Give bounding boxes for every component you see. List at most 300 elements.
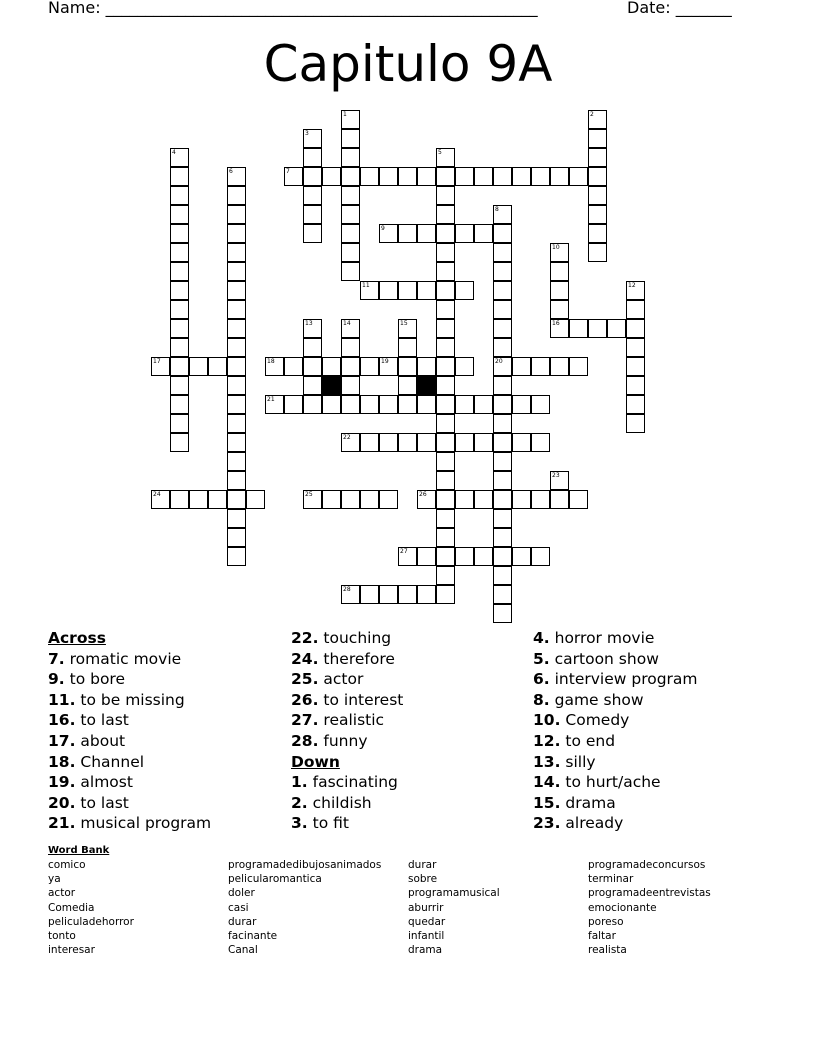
clue-item-text: fascinating (312, 773, 398, 792)
clue-item-number: 5. (533, 649, 550, 668)
clue-item (533, 710, 698, 731)
clue-item-number: 24. (291, 649, 319, 668)
clue-item-text: to last (80, 793, 129, 812)
grid-cell-black (322, 376, 341, 395)
grid-cell (341, 338, 360, 357)
clue-number: 12 (628, 282, 636, 289)
word-bank-entry: Canal (228, 944, 258, 957)
grid-cell (493, 414, 512, 433)
clue-item (533, 649, 698, 670)
word-bank-title: Word Bank (48, 845, 110, 856)
grid-cell (303, 224, 322, 243)
clue-item (533, 669, 698, 690)
clue-item-text: interview program (554, 670, 698, 689)
grid-cell (436, 205, 455, 224)
grid-cell (170, 262, 189, 281)
grid-cell (341, 129, 360, 148)
clue-item-text: to be missing (80, 690, 185, 709)
grid-cell (493, 547, 512, 566)
grid-cell (227, 528, 246, 547)
word-bank-entry: drama (408, 944, 443, 957)
clue-item-text: about (80, 731, 126, 750)
grid-cell (626, 338, 645, 357)
grid-cell (341, 224, 360, 243)
grid-cell (303, 357, 322, 376)
grid-cell (493, 167, 512, 186)
grid-cell (626, 376, 645, 395)
grid-cell (474, 490, 493, 509)
clue-item-text: horror movie (554, 629, 655, 647)
grid-cell (493, 471, 512, 490)
clue-item (533, 813, 698, 834)
grid-cell (550, 262, 569, 281)
clue-item-text: Comedy (565, 711, 630, 730)
clue-item-number: 9. (48, 670, 65, 689)
clue-number: 27 (400, 548, 408, 555)
word-bank-entry: emocionante (588, 901, 657, 914)
grid-cell (588, 205, 607, 224)
clue-item-text: romatic movie (69, 649, 182, 668)
word-bank-entry: ya (48, 873, 61, 886)
clue-item-number: 26. (291, 690, 319, 709)
clue-item-number: 21. (48, 814, 76, 833)
word-bank-entry: casi (228, 901, 249, 914)
grid-cell (284, 395, 303, 414)
grid-cell (493, 319, 512, 338)
grid-cell (455, 490, 474, 509)
grid-cell (512, 433, 531, 452)
grid-cell (626, 319, 645, 338)
grid-cell (227, 186, 246, 205)
grid-cell (436, 186, 455, 205)
grid-cell (341, 167, 360, 186)
grid-cell (436, 395, 455, 414)
grid-cell (398, 376, 417, 395)
grid-cell (512, 490, 531, 509)
clue-number: 1 (343, 111, 347, 118)
clue-item-number: 18. (48, 752, 76, 771)
word-bank-column-2 (228, 858, 381, 957)
grid-cell (227, 338, 246, 357)
grid-cell (493, 224, 512, 243)
grid-cell (303, 167, 322, 186)
clue-item (533, 628, 698, 649)
grid-cell (455, 395, 474, 414)
grid-cell (341, 148, 360, 167)
grid-cell (227, 262, 246, 281)
clue-item (291, 690, 403, 711)
grid-cell (417, 224, 436, 243)
clue-item (291, 772, 403, 793)
grid-cell (588, 129, 607, 148)
grid-cell (227, 224, 246, 243)
clue-item-number: 25. (291, 670, 319, 689)
grid-cell (227, 319, 246, 338)
grid-cell (436, 528, 455, 547)
clue-number: 15 (400, 320, 408, 327)
grid-cell (170, 338, 189, 357)
grid-cell (436, 243, 455, 262)
clue-item-number: 17. (48, 731, 76, 750)
grid-cell (531, 357, 550, 376)
grid-cell (170, 224, 189, 243)
word-bank-entry: programadedibujosanimados (228, 859, 382, 871)
clue-item-text: touching (323, 629, 392, 647)
grid-cell (398, 338, 417, 357)
grid-cell (436, 357, 455, 376)
grid-cell (227, 547, 246, 566)
clue-item-text: childish (312, 793, 372, 812)
name-line: Name: ______________________________________________________ (48, 0, 538, 17)
clue-number: 7 (286, 168, 290, 175)
grid-cell (341, 205, 360, 224)
grid-cell (303, 186, 322, 205)
grid-cell (341, 376, 360, 395)
grid-cell (303, 338, 322, 357)
clue-item (291, 793, 403, 814)
clue-number: 20 (495, 358, 503, 365)
grid-cell (436, 547, 455, 566)
word-bank-entry: pelicularomantica (228, 873, 322, 886)
clue-item-number: 23. (533, 814, 561, 833)
grid-cell (493, 490, 512, 509)
grid-cell (341, 357, 360, 376)
clue-item (48, 690, 211, 711)
grid-cell (436, 566, 455, 585)
grid-cell (360, 167, 379, 186)
clue-item-number: 15. (533, 793, 561, 812)
clue-item (291, 813, 403, 834)
grid-cell (512, 395, 531, 414)
grid-cell (455, 547, 474, 566)
grid-cell (303, 376, 322, 395)
word-bank-entry: programamusical (408, 887, 500, 900)
grid-cell (455, 357, 474, 376)
grid-cell (170, 395, 189, 414)
grid-cell (170, 243, 189, 262)
grid-cell (398, 395, 417, 414)
grid-cell (322, 167, 341, 186)
grid-cell (626, 414, 645, 433)
grid-cell (417, 357, 436, 376)
grid-cell (512, 547, 531, 566)
clue-item-number: 4. (533, 629, 550, 647)
clue-item-text: realistic (323, 711, 385, 730)
clue-number: 17 (153, 358, 161, 365)
clue-item-text: cartoon show (554, 649, 659, 668)
word-bank-entry: programadeconcursos (588, 859, 706, 871)
grid-cell (569, 490, 588, 509)
grid-cell (208, 490, 227, 509)
grid-cell (436, 585, 455, 604)
page-title: Capitulo 9A (263, 35, 553, 93)
grid-cell (436, 300, 455, 319)
grid-cell (493, 262, 512, 281)
clue-item-text: actor (323, 670, 364, 689)
clue-item (533, 752, 698, 773)
grid-cell (208, 357, 227, 376)
grid-cell (379, 281, 398, 300)
grid-cell (512, 357, 531, 376)
clue-number: 4 (172, 149, 176, 156)
grid-cell (588, 148, 607, 167)
word-bank-entry: poreso (588, 915, 624, 928)
grid-cell (436, 490, 455, 509)
clue-number: 14 (343, 320, 351, 327)
grid-cell (493, 528, 512, 547)
word-bank-entry: interesar (48, 944, 95, 957)
grid-cell (436, 167, 455, 186)
grid-cell (493, 243, 512, 262)
grid-cell (436, 338, 455, 357)
grid-cell (227, 433, 246, 452)
grid-cell (569, 357, 588, 376)
grid-cell (588, 186, 607, 205)
grid-cell (170, 433, 189, 452)
grid-cell (474, 224, 493, 243)
clue-item-number: 20. (48, 793, 76, 812)
word-bank-column-4 (588, 858, 711, 957)
word-bank-entry: Comedia (48, 901, 95, 914)
grid-cell (493, 376, 512, 395)
grid-cell (227, 471, 246, 490)
word-bank-entry: infantil (408, 930, 445, 943)
grid-cell (379, 433, 398, 452)
clue-number: 13 (305, 320, 313, 327)
word-bank-entry: facinante (228, 930, 278, 943)
clue-item-number: 12. (533, 731, 561, 750)
clue-item-text: silly (565, 752, 596, 771)
grid-cell (303, 395, 322, 414)
clue-section-heading: Down (291, 752, 340, 771)
grid-cell (531, 490, 550, 509)
grid-cell (455, 433, 474, 452)
grid-cell (531, 395, 550, 414)
grid-cell (550, 281, 569, 300)
grid-cell (474, 433, 493, 452)
grid-cell (322, 357, 341, 376)
clue-number: 8 (495, 206, 499, 213)
clue-item (533, 731, 698, 752)
clue-number: 25 (305, 491, 313, 498)
grid-cell (227, 490, 246, 509)
clue-item-text: to end (565, 731, 616, 750)
grid-cell (569, 167, 588, 186)
word-bank-entry: quedar (408, 915, 446, 928)
grid-cell (493, 604, 512, 623)
grid-cell (341, 490, 360, 509)
grid-cell (227, 205, 246, 224)
grid-cell (417, 433, 436, 452)
grid-cell (417, 585, 436, 604)
grid-cell (474, 395, 493, 414)
clue-number: 3 (305, 130, 309, 137)
grid-cell (417, 167, 436, 186)
clue-item (48, 772, 211, 793)
grid-cell (493, 338, 512, 357)
clue-number: 19 (381, 358, 389, 365)
grid-cell (626, 395, 645, 414)
grid-cell (550, 357, 569, 376)
grid-cell (170, 376, 189, 395)
grid-cell (170, 357, 189, 376)
grid-cell (227, 376, 246, 395)
clue-item-text: musical program (80, 814, 212, 833)
grid-cell (626, 300, 645, 319)
word-bank-entry: durar (228, 915, 257, 928)
clue-number: 5 (438, 149, 442, 156)
clue-number: 16 (552, 320, 560, 327)
grid-cell (379, 395, 398, 414)
word-bank-column-3 (408, 858, 500, 957)
word-bank-entry: tonto (48, 930, 76, 943)
grid-cell (588, 319, 607, 338)
clue-item-number: 1. (291, 773, 308, 792)
grid-cell (227, 243, 246, 262)
clue-item (291, 669, 403, 690)
clue-item (48, 731, 211, 752)
clue-number: 22 (343, 434, 351, 441)
grid-cell (170, 414, 189, 433)
word-bank-entry: terminar (588, 873, 634, 886)
grid-cell (436, 452, 455, 471)
clue-number: 28 (343, 586, 351, 593)
grid-cell (455, 281, 474, 300)
grid-cell (436, 471, 455, 490)
grid-cell (398, 224, 417, 243)
grid-cell (436, 509, 455, 528)
grid-cell (227, 300, 246, 319)
grid-cell (398, 281, 417, 300)
clue-item (48, 793, 211, 814)
grid-cell (341, 395, 360, 414)
clue-item-number: 19. (48, 773, 76, 792)
clue-item-text: to fit (312, 814, 349, 833)
grid-cell (455, 167, 474, 186)
word-bank-entry: durar (408, 859, 437, 871)
clue-item-number: 6. (533, 670, 550, 689)
grid-cell (569, 319, 588, 338)
clue-item-text: drama (565, 793, 616, 812)
clue-number: 18 (267, 358, 275, 365)
clue-item-text: funny (323, 731, 368, 750)
clues-column-3 (533, 628, 698, 834)
clue-item-text: to last (80, 711, 129, 730)
grid-cell (398, 433, 417, 452)
grid-cell (303, 205, 322, 224)
grid-cell (341, 262, 360, 281)
clue-item (533, 690, 698, 711)
grid-cell (531, 547, 550, 566)
clue-number: 23 (552, 472, 560, 479)
clue-number: 6 (229, 168, 233, 175)
clue-item-text: therefore (323, 649, 395, 668)
grid-cell (588, 167, 607, 186)
clue-item (291, 731, 403, 752)
word-bank-entry: faltar (588, 930, 616, 943)
clues-column-1 (48, 628, 211, 834)
grid-cell (303, 148, 322, 167)
grid-cell (379, 490, 398, 509)
grid-cell (493, 281, 512, 300)
grid-cell (531, 433, 550, 452)
grid-cell (493, 566, 512, 585)
grid-cell (588, 224, 607, 243)
grid-cell (436, 224, 455, 243)
clue-number: 2 (590, 111, 594, 118)
clue-item (533, 772, 698, 793)
clue-item-text: to hurt/ache (565, 773, 661, 792)
grid-cell (550, 490, 569, 509)
clue-number: 26 (419, 491, 427, 498)
word-bank-entry: peliculadehorror (48, 915, 134, 928)
grid-cell (436, 262, 455, 281)
grid-cell (493, 585, 512, 604)
grid-cell (417, 395, 436, 414)
clue-number: 10 (552, 244, 560, 251)
clue-item-number: 10. (533, 711, 561, 730)
grid-cell (588, 243, 607, 262)
grid-cell (322, 395, 341, 414)
clue-item-number: 16. (48, 711, 76, 730)
grid-cell (474, 547, 493, 566)
grid-cell (398, 167, 417, 186)
grid-cell (170, 319, 189, 338)
grid-cell (170, 167, 189, 186)
grid-cell (322, 490, 341, 509)
grid-cell (227, 357, 246, 376)
clue-number: 11 (362, 282, 370, 289)
grid-cell (436, 414, 455, 433)
clue-item-number: 3. (291, 814, 308, 833)
grid-cell (246, 490, 265, 509)
grid-cell (170, 281, 189, 300)
word-bank-entry: actor (48, 887, 76, 900)
word-bank-entry: aburrir (408, 901, 444, 914)
grid-cell (379, 167, 398, 186)
word-bank-entry: programadeentrevistas (588, 887, 711, 900)
clue-item (291, 649, 403, 670)
grid-cell (436, 319, 455, 338)
grid-cell (227, 281, 246, 300)
clue-item-number: 13. (533, 752, 561, 771)
grid-cell (170, 490, 189, 509)
word-bank-column-1 (48, 858, 134, 957)
grid-cell (493, 395, 512, 414)
grid-cell (398, 357, 417, 376)
clue-item-number: 28. (291, 731, 319, 750)
grid-cell (360, 357, 379, 376)
clue-number: 24 (153, 491, 161, 498)
clue-item-text: to interest (323, 690, 404, 709)
grid-cell (455, 224, 474, 243)
word-bank-entry: realista (588, 944, 627, 957)
clue-item (291, 628, 403, 649)
grid-cell (626, 357, 645, 376)
grid-cell (170, 186, 189, 205)
grid-cell (417, 547, 436, 566)
clue-item (533, 793, 698, 814)
clue-section-heading: Across (48, 629, 106, 647)
grid-cell (493, 509, 512, 528)
grid-cell (398, 585, 417, 604)
grid-cell (493, 300, 512, 319)
clue-item-number: 11. (48, 690, 76, 709)
grid-cell (474, 167, 493, 186)
clues-column-2 (291, 628, 403, 834)
grid-cell (436, 376, 455, 395)
grid-cell (360, 433, 379, 452)
